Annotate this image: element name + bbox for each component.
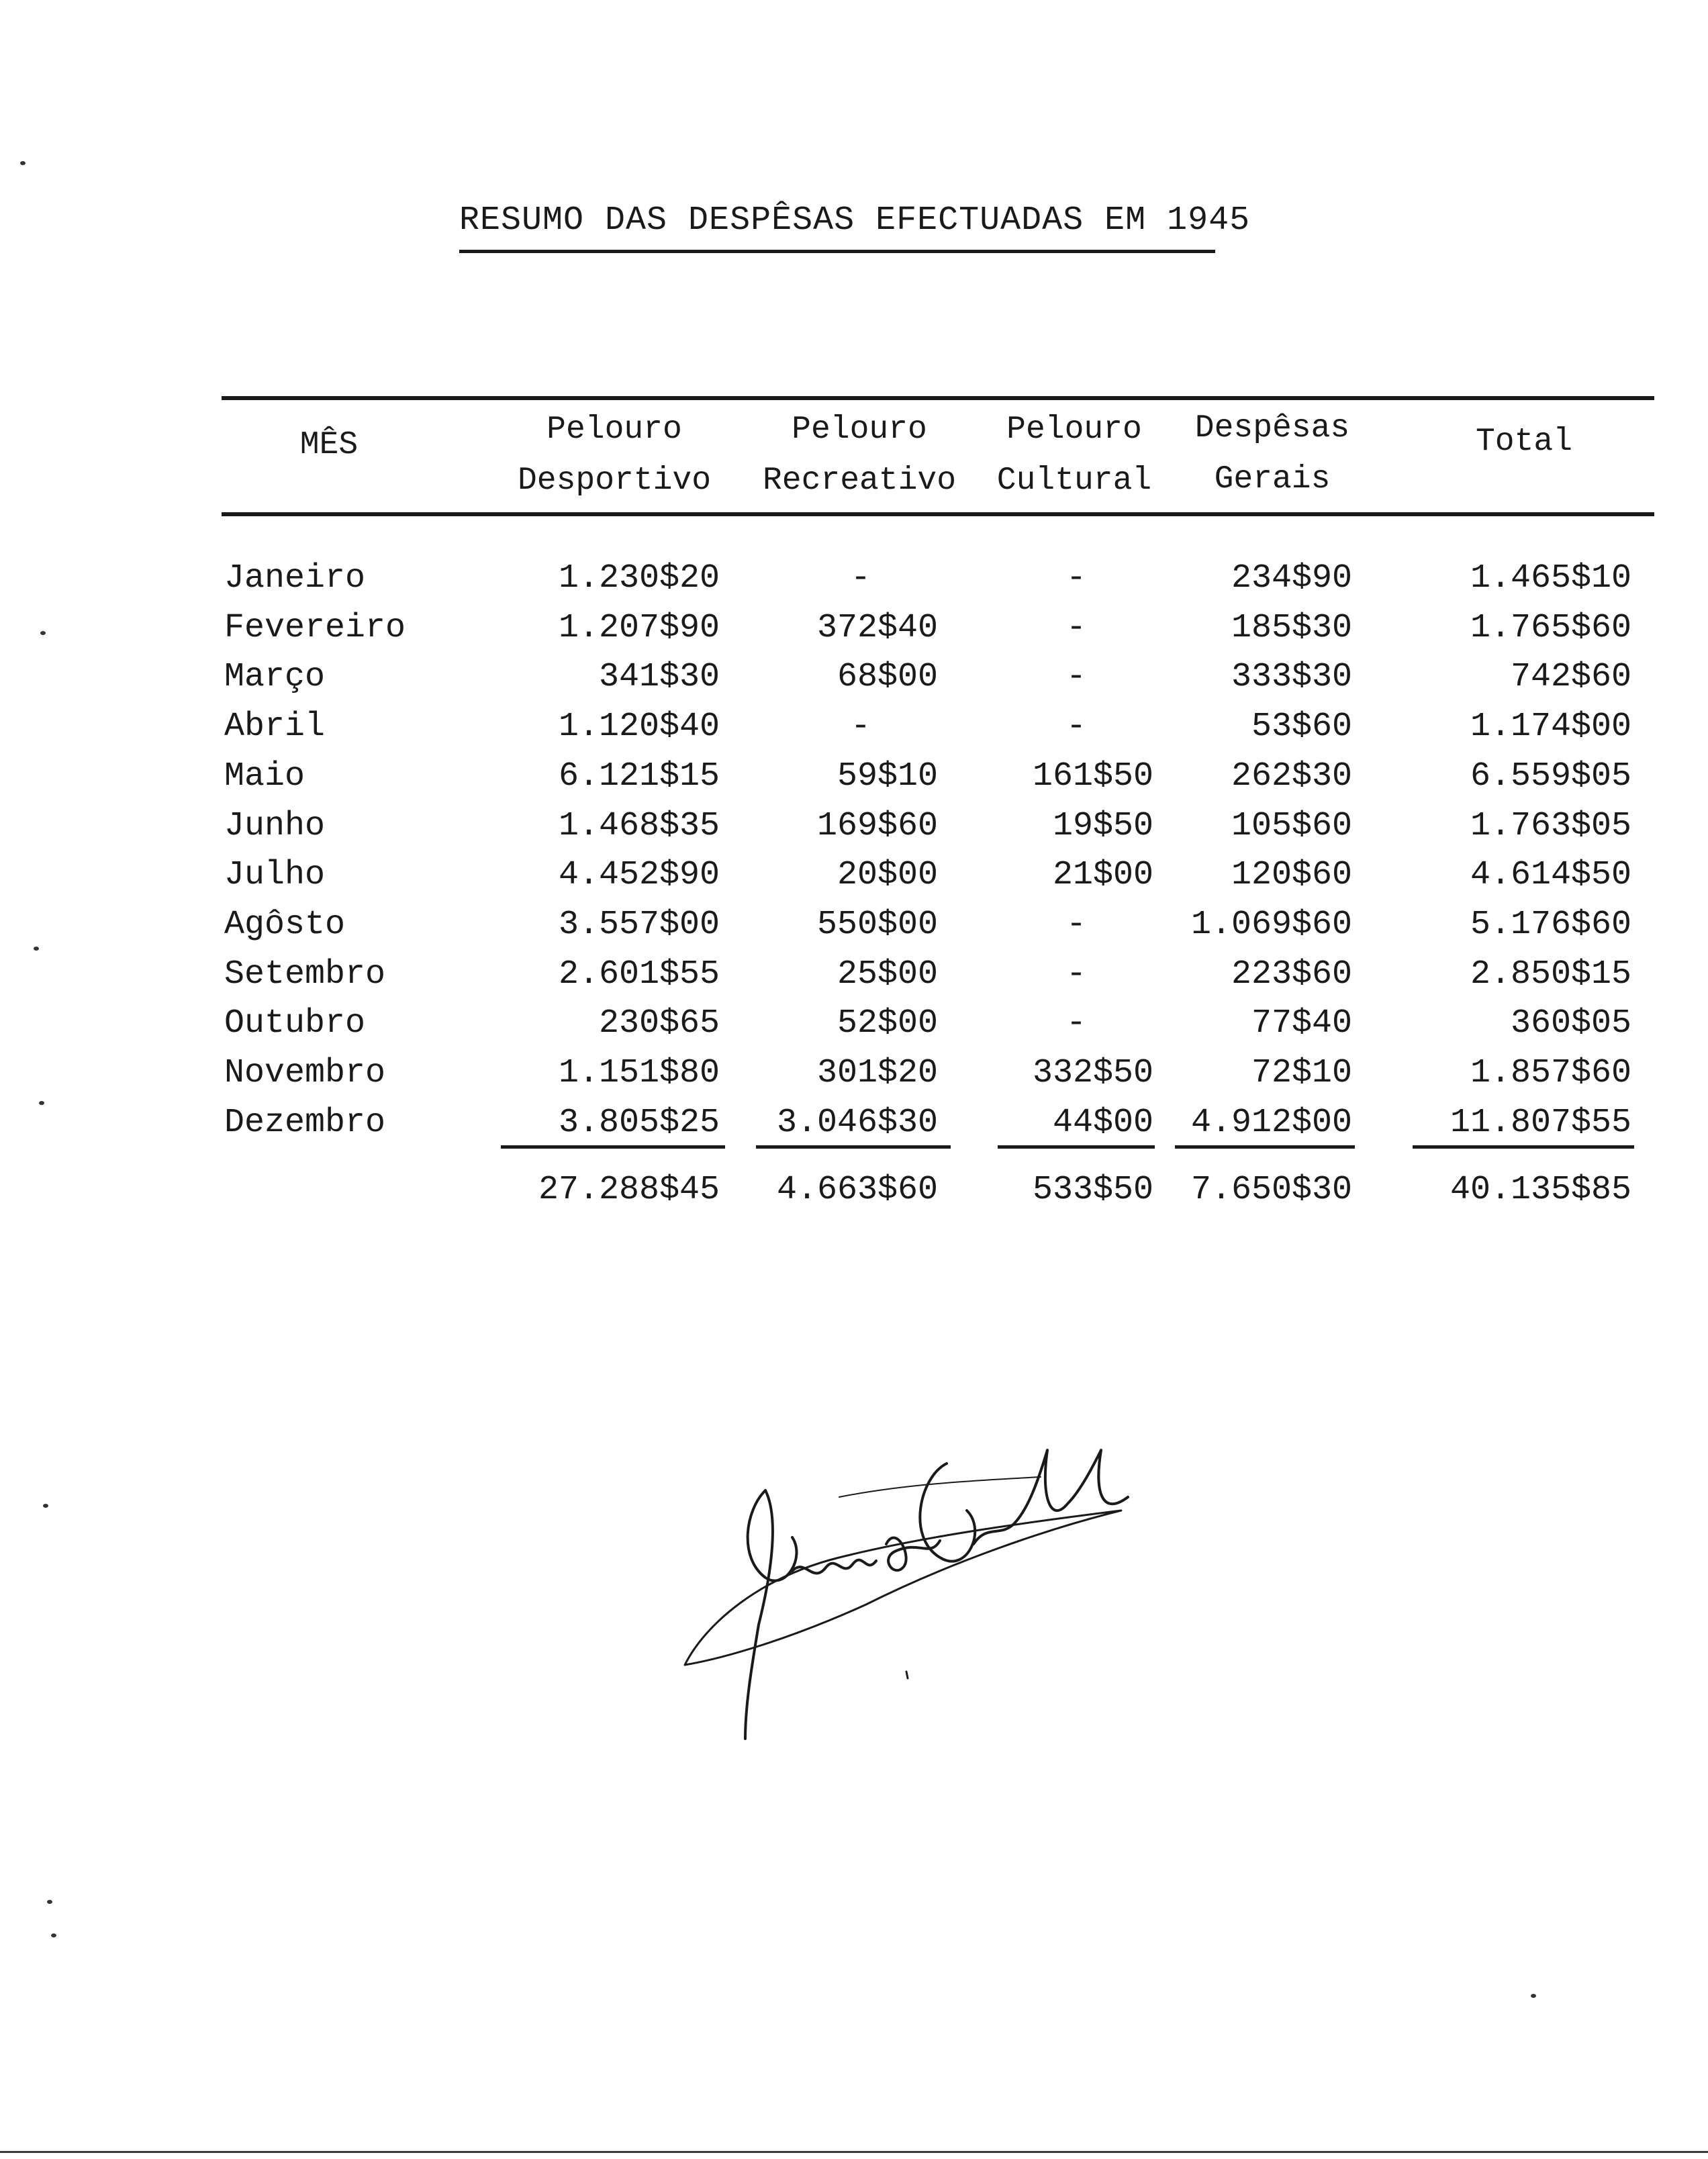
scan-speck	[51, 1933, 56, 1937]
month-cell: Dezembro	[224, 1104, 386, 1142]
header-recreativo-line2: Recreativo	[762, 463, 957, 499]
total-cell: 1.763$05	[1470, 807, 1631, 845]
month-cell: Maio	[224, 757, 305, 796]
cultural-cell: -	[1065, 1004, 1086, 1043]
sum-underline-recreativo	[756, 1145, 951, 1149]
total-cell: 6.559$05	[1470, 757, 1631, 796]
month-cell: Setembro	[224, 955, 386, 994]
scan-speck	[1531, 1994, 1536, 1998]
desportivo-cell: 4.452$90	[558, 856, 720, 894]
gerais-cell: 1.069$60	[1190, 906, 1352, 944]
title-underline	[459, 250, 1215, 253]
cultural-cell: -	[1065, 906, 1086, 944]
total-cell: 4.614$50	[1470, 856, 1631, 894]
page-bottom-rule	[0, 2151, 1708, 2153]
header-cultural-line2: Cultural	[996, 463, 1152, 499]
gerais-cell: 105$60	[1231, 807, 1352, 845]
table-top-rule	[222, 396, 1654, 400]
table-header-rule	[222, 512, 1654, 516]
month-cell: Fevereiro	[224, 609, 406, 647]
month-cell: Março	[224, 658, 326, 696]
recreativo-cell: 550$00	[816, 906, 938, 944]
recreativo-cell: 301$20	[816, 1054, 938, 1092]
gerais-cell: 234$90	[1231, 559, 1352, 597]
signature	[665, 1423, 1135, 1745]
header-month: MÊS	[299, 427, 359, 463]
cultural-cell: 44$00	[1052, 1104, 1153, 1142]
header-gerais-line1: Despêsas	[1194, 410, 1350, 446]
cultural-cell: -	[1065, 955, 1086, 994]
scan-speck	[40, 631, 46, 635]
total-gerais-cell: 7.650$30	[1190, 1171, 1352, 1209]
recreativo-cell: 20$00	[837, 856, 938, 894]
cultural-cell: -	[1065, 609, 1086, 647]
header-desportivo-line1: Pelouro	[547, 412, 682, 448]
total-cell: 5.176$60	[1470, 906, 1631, 944]
cultural-cell: 332$50	[1032, 1054, 1153, 1092]
month-cell: Agôsto	[224, 906, 346, 944]
gerais-cell: 333$30	[1231, 658, 1352, 696]
desportivo-cell: 1.207$90	[558, 609, 720, 647]
recreativo-cell: -	[850, 708, 871, 746]
recreativo-cell: 169$60	[816, 807, 938, 845]
month-cell: Julho	[224, 856, 326, 894]
cultural-cell: 161$50	[1032, 757, 1153, 796]
sum-underline-total	[1413, 1145, 1634, 1149]
month-cell: Janeiro	[224, 559, 366, 597]
desportivo-cell: 1.230$20	[558, 559, 720, 597]
total-cell: 360$05	[1510, 1004, 1631, 1043]
recreativo-cell: 372$40	[816, 609, 938, 647]
cultural-cell: -	[1065, 559, 1086, 597]
desportivo-cell: 1.468$35	[558, 807, 720, 845]
recreativo-cell: 25$00	[837, 955, 938, 994]
total-cell: 11.807$55	[1450, 1104, 1631, 1142]
gerais-cell: 53$60	[1251, 708, 1352, 746]
gerais-cell: 4.912$00	[1190, 1104, 1352, 1142]
desportivo-cell: 3.557$00	[558, 906, 720, 944]
total-cultural-cell: 533$50	[1032, 1171, 1153, 1209]
total-cell: 1.174$00	[1470, 708, 1631, 746]
gerais-cell: 77$40	[1251, 1004, 1352, 1043]
recreativo-cell: 3.046$30	[776, 1104, 938, 1142]
gerais-cell: 72$10	[1251, 1054, 1352, 1092]
cultural-cell: -	[1065, 658, 1086, 696]
cultural-cell: 19$50	[1052, 807, 1153, 845]
total-total-cell: 40.135$85	[1450, 1171, 1631, 1209]
sum-underline-cultural	[998, 1145, 1155, 1149]
gerais-cell: 262$30	[1231, 757, 1352, 796]
gerais-cell: 223$60	[1231, 955, 1352, 994]
header-recreativo-line1: Pelouro	[792, 412, 927, 448]
total-cell: 1.857$60	[1470, 1054, 1631, 1092]
scan-speck	[43, 1504, 48, 1508]
recreativo-cell: 52$00	[837, 1004, 938, 1043]
desportivo-cell: 230$65	[598, 1004, 720, 1043]
desportivo-cell: 1.120$40	[558, 708, 720, 746]
total-cell: 1.465$10	[1470, 559, 1631, 597]
month-cell: Junho	[224, 807, 326, 845]
desportivo-cell: 341$30	[598, 658, 720, 696]
cultural-cell: -	[1065, 708, 1086, 746]
month-cell: Outubro	[224, 1004, 366, 1043]
gerais-cell: 120$60	[1231, 856, 1352, 894]
header-gerais-line2: Gerais	[1214, 461, 1331, 497]
scan-speck	[20, 161, 26, 165]
total-cell: 1.765$60	[1470, 609, 1631, 647]
total-recreativo-cell: 4.663$60	[776, 1171, 938, 1209]
recreativo-cell: -	[850, 559, 871, 597]
recreativo-cell: 68$00	[837, 658, 938, 696]
header-cultural-line1: Pelouro	[1006, 412, 1142, 448]
total-cell: 742$60	[1510, 658, 1631, 696]
document-title: RESUMO DAS DESPÊSAS EFECTUADAS EM 1945	[459, 201, 1251, 240]
gerais-cell: 185$30	[1231, 609, 1352, 647]
cultural-cell: 21$00	[1052, 856, 1153, 894]
scan-speck	[39, 1101, 44, 1105]
desportivo-cell: 3.805$25	[558, 1104, 720, 1142]
desportivo-cell: 1.151$80	[558, 1054, 720, 1092]
sum-underline-gerais	[1175, 1145, 1355, 1149]
header-desportivo-line2: Desportivo	[517, 463, 712, 499]
month-cell: Novembro	[224, 1054, 386, 1092]
header-total: Total	[1475, 424, 1573, 460]
total-desportivo-cell: 27.288$45	[538, 1171, 720, 1209]
scan-speck	[47, 1900, 52, 1904]
month-cell: Abril	[224, 708, 326, 746]
desportivo-cell: 6.121$15	[558, 757, 720, 796]
scan-speck	[34, 947, 39, 951]
recreativo-cell: 59$10	[837, 757, 938, 796]
desportivo-cell: 2.601$55	[558, 955, 720, 994]
total-cell: 2.850$15	[1470, 955, 1631, 994]
sum-underline-desportivo	[501, 1145, 725, 1149]
